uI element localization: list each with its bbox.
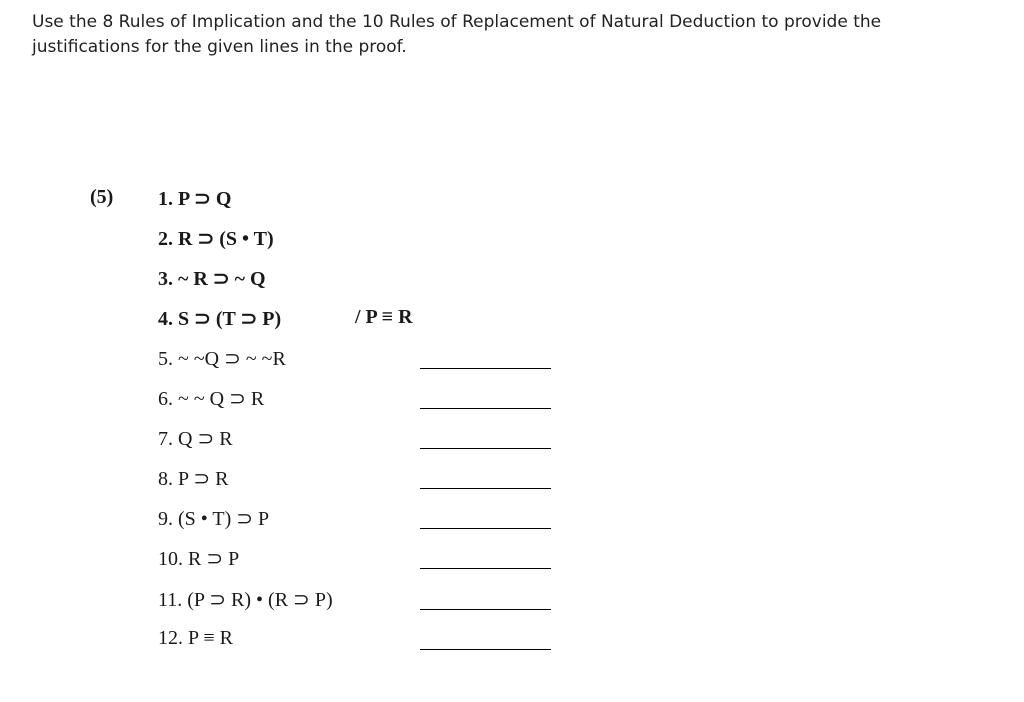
justification-blank-5[interactable] (420, 368, 551, 369)
derived-line-5: 5. ~ ~Q ⊃ ~ ~R (158, 348, 286, 370)
justification-blank-7[interactable] (420, 448, 551, 449)
premise-line-4: 4. S ⊃ (T ⊃ P) (158, 308, 282, 330)
derived-line-6: 6. ~ ~ Q ⊃ R (158, 388, 265, 410)
derived-line-10: 10. R ⊃ P (158, 548, 240, 570)
premise-line-3: 3. ~ R ⊃ ~ Q (158, 268, 266, 290)
derived-line-11: 11. (P ⊃ R) • (R ⊃ P) (158, 589, 333, 611)
premise-line-1: 1. P ⊃ Q (158, 188, 232, 210)
instructions-text: Use the 8 Rules of Implication and the 10 Rules of Replacement of Natural Deduction to provide the justifications for the given lines in the proof. (32, 12, 882, 57)
justification-blank-10[interactable] (420, 568, 551, 569)
derived-line-12: 12. P ≡ R (158, 627, 233, 649)
justification-blank-11[interactable] (420, 609, 551, 610)
derived-line-9: 9. (S • T) ⊃ P (158, 508, 270, 530)
justification-blank-9[interactable] (420, 528, 551, 529)
justification-blank-12[interactable] (420, 649, 551, 650)
problem-number: (5) (90, 186, 114, 208)
justification-blank-6[interactable] (420, 408, 551, 409)
derived-line-7: 7. Q ⊃ R (158, 428, 233, 450)
justification-blank-8[interactable] (420, 488, 551, 489)
proof-conclusion: / P ≡ R (355, 306, 413, 328)
derived-line-8: 8. P ⊃ R (158, 468, 229, 490)
premise-line-2: 2. R ⊃ (S • T) (158, 228, 274, 250)
